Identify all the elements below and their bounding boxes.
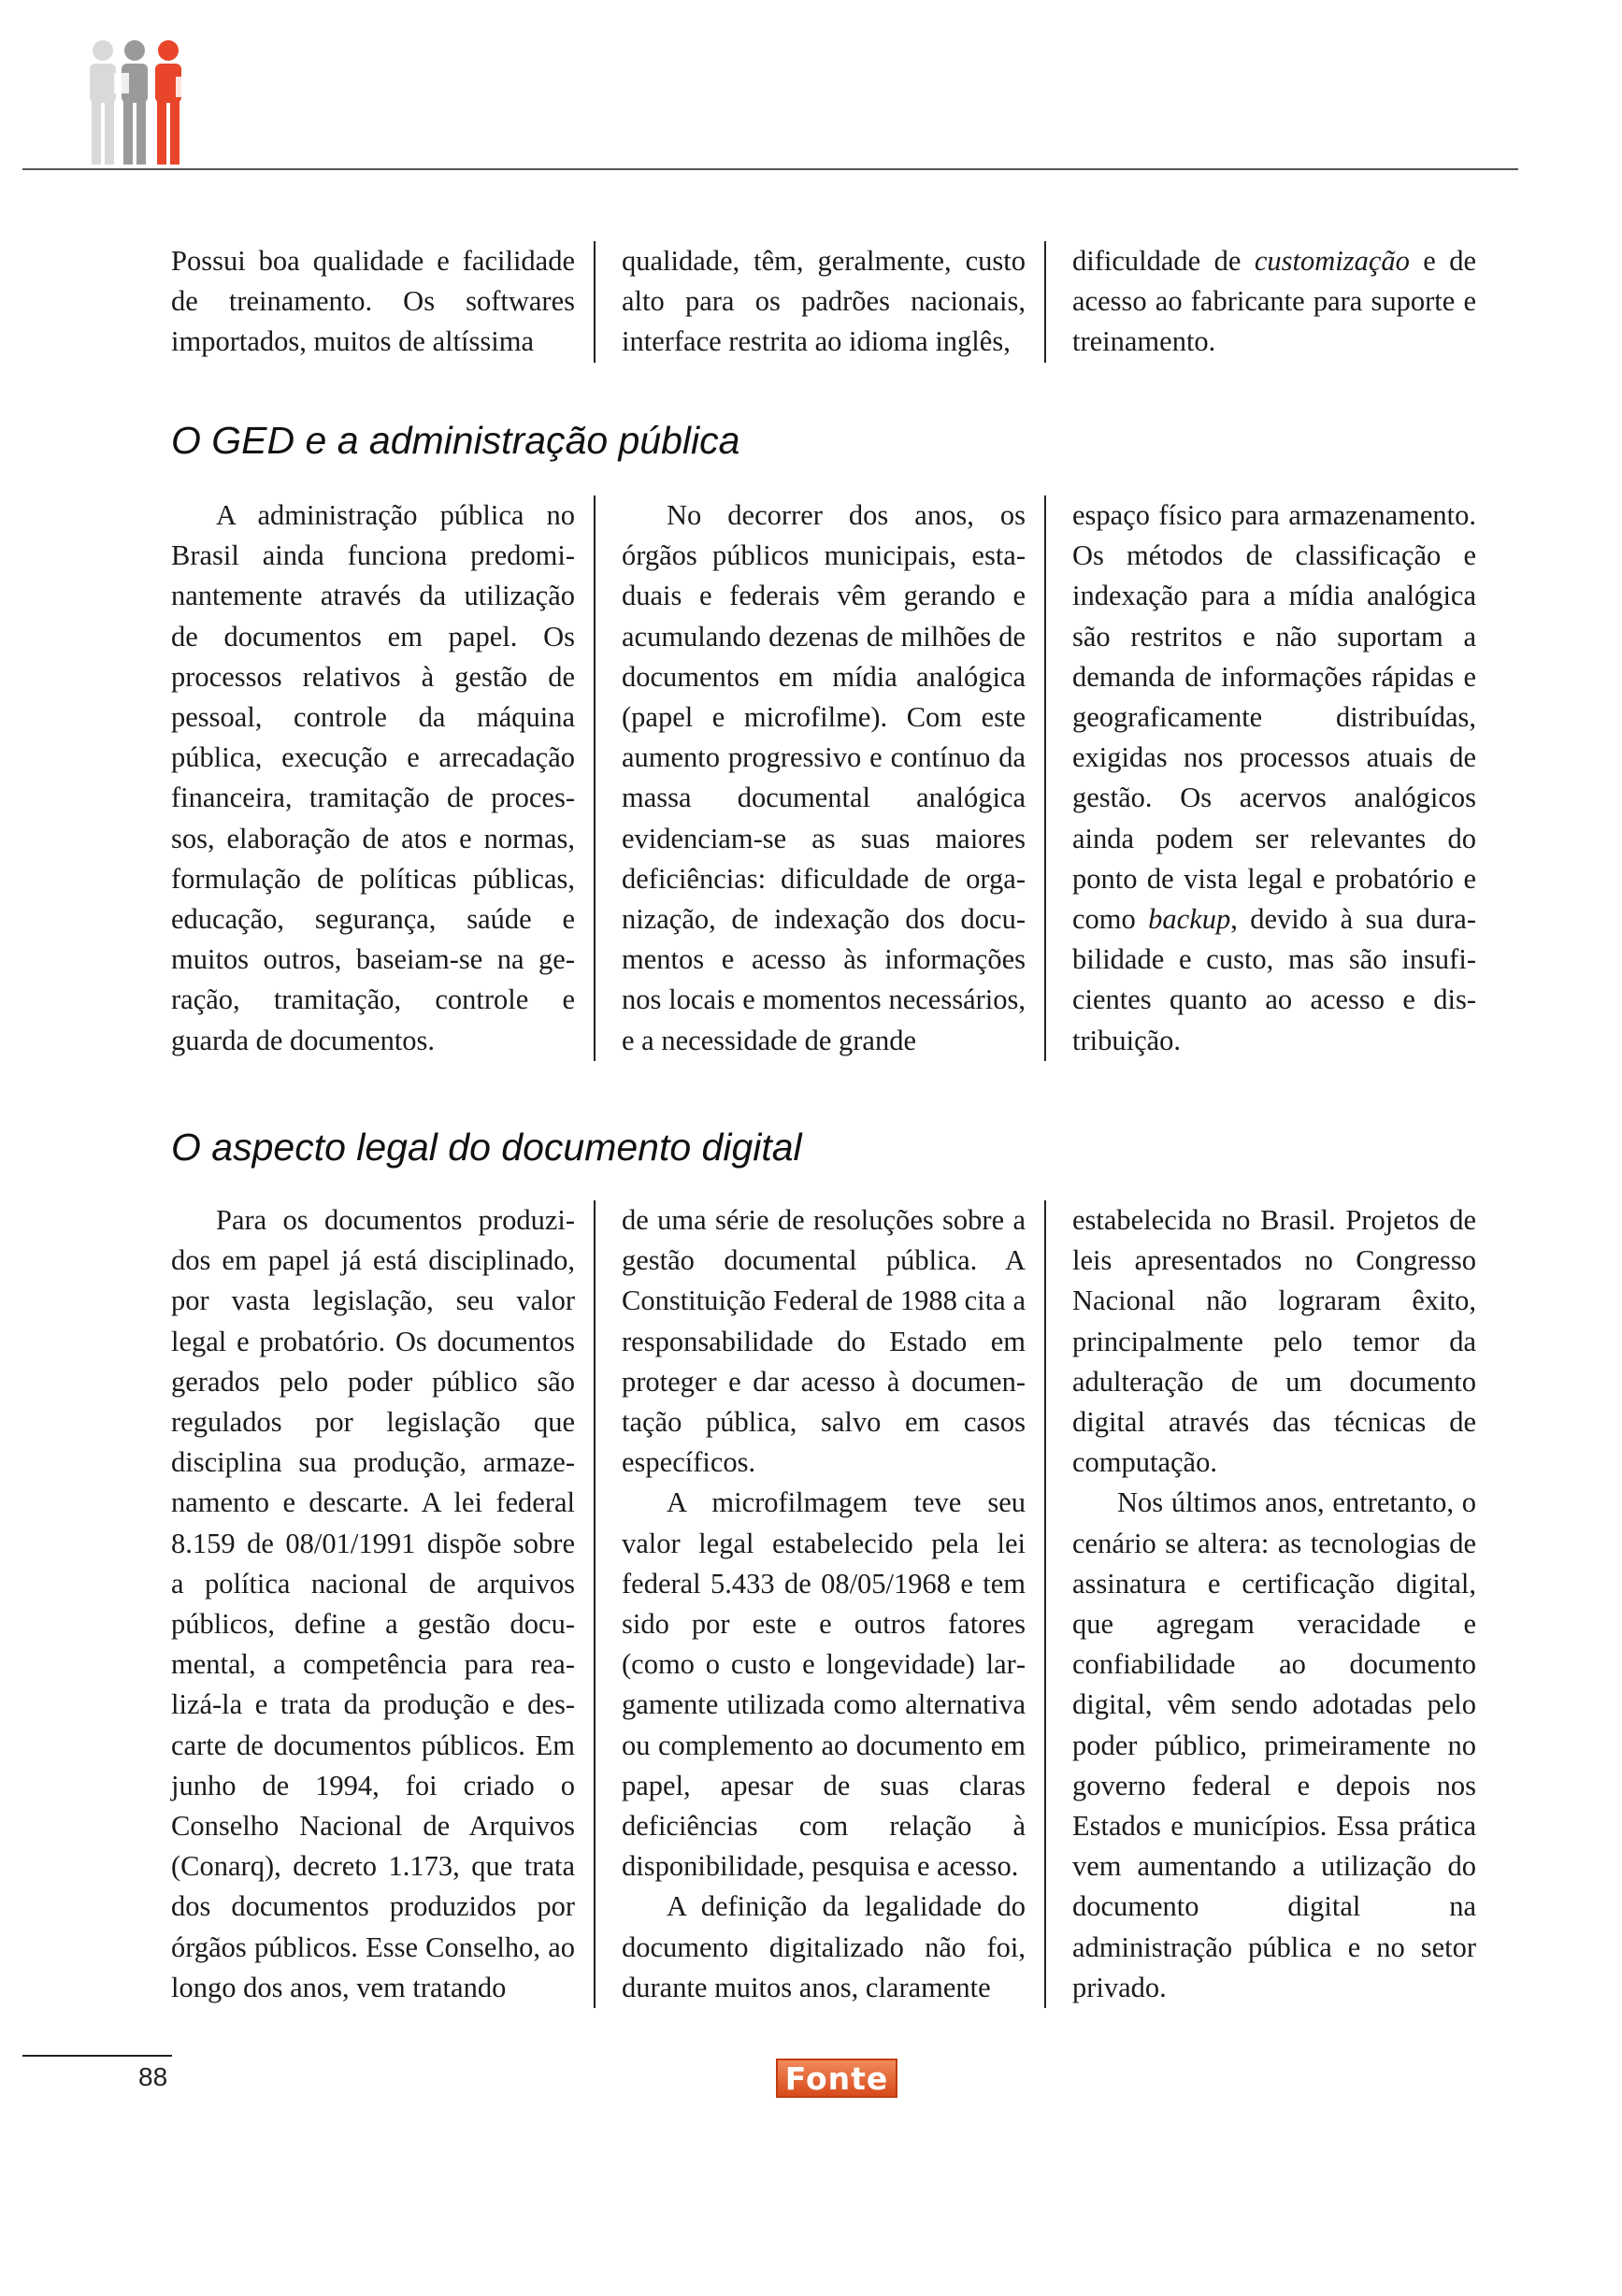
intro-text xyxy=(171,241,1510,363)
section-heading-ged: O GED e a administração pública xyxy=(171,419,740,462)
section2-column-3 xyxy=(1044,1200,1476,2008)
paragraph: dificuldade de customização e de acesso ao fabricante para suporte e treinamento. xyxy=(1072,245,1477,358)
paragraph: espaço físico para armazenamento. Os métodos de classificação e indexação para a mídia analógica são restritos e não suportam a demanda de informações rápidas e geograficamente distribuídas, exigidas nos processos atuais de gestão. Os acervos analógicos ainda podem ser relevantes do ponto de vista legal e probatório e como backup, devido à sua durabilidade e custo, mas são insuficientes quanto ao acesso e distribuição. xyxy=(1072,499,1476,1056)
section2-column-2 xyxy=(594,1200,1026,2008)
paragraph: No decorrer dos anos, os órgãos públicos municipais, estaduais e federais vêm gerando e acumulando dezenas de milhões de documentos em mídia analógica (papel e microfilme). Com este aumento progressivo e contínuo da massa documental analógica evidenciam-se as suas maiores deficiências: dificuldade de organização, de indexação dos documentos e acesso às informações nos locais e momentos necessários, e a necessidade de grande xyxy=(622,499,1026,1056)
section1-column-3 xyxy=(1044,495,1476,1061)
section-legal-body xyxy=(171,1200,1510,2008)
people-group-icon xyxy=(75,36,215,176)
intro-column-2 xyxy=(594,241,1026,363)
paragraph: Nos últimos anos, entretanto, o cenário se altera: as tecnologias de assinatura e certificação digital, que agregam veracidade e confiabilidade ao documento digital, vêm sendo adotadas pelo poder público, primeiramente no governo federal e depois nos Estados e municípios. Essa prática vem aumentando a utilização do documento digital na administração pública e no setor privado. xyxy=(1072,1486,1476,2003)
page-number: 88 xyxy=(138,2062,168,2091)
section-ged-body xyxy=(171,495,1510,1061)
paragraph: qualidade, têm, geralmente, custo alto para os padrões nacionais, interface restrita ao idioma inglês, xyxy=(622,245,1026,358)
section2-column-1 xyxy=(171,1200,575,2008)
paragraph: A microfilmagem teve seu valor legal estabelecido pela lei federal 5.433 de 08/05/1968 e tem sido por este e outros fatores (como o custo e longevidade) largamente utilizada como alternativa ou complemento ao documento em papel, apesar de suas claras deficiências com relação à disponibilidade, pesquisa e acesso. xyxy=(622,1486,1026,1883)
paragraph: de uma série de resoluções sobre a gestão documental pública. A Constituição Federal de 1988 cita a responsabilidade do Estado em proteger e dar acesso à documentação pública, salvo em casos específicos. xyxy=(622,1204,1026,1479)
fonte-logo: Fonte xyxy=(776,2059,897,2098)
section-heading-legal: O aspecto legal do documento digital xyxy=(171,1126,802,1169)
footer-divider xyxy=(22,2055,172,2057)
section1-column-2 xyxy=(594,495,1026,1061)
intro-column-3 xyxy=(1044,241,1476,363)
section1-column-1 xyxy=(171,495,575,1061)
paragraph: estabelecida no Brasil. Projetos de leis apresentados no Congresso Nacional não lograram êxito, principalmente pelo temor da adulteração de um documento digital através das técnicas de computação. xyxy=(1072,1204,1476,1479)
paragraph: Possui boa qualidade e facilidade de treinamento. Os softwares importados, muitos de altíssima xyxy=(171,245,575,358)
intro-column-1 xyxy=(171,241,575,363)
paragraph: A administração pública no Brasil ainda funciona predominantemente através da utilização de documentos em papel. Os processos relativos à gestão de pessoal, controle da máquina pública, execução e arrecadação financeira, tramitação de processos, elaboração de atos e normas, formulação de políticas públicas, educação, segurança, saúde e muitos outros, baseiam-se na geração, tramitação, controle e guarda de documentos. xyxy=(171,499,575,1056)
header-divider xyxy=(22,168,1518,170)
paragraph: Para os documentos produzidos em papel já está disciplinado, por vasta legislação, seu valor legal e probatório. Os documentos gerados pelo poder público são regulados por legislação que disciplina sua produção, armazenamento e descarte. A lei federal 8.159 de 08/01/1991 dispõe sobre a política nacional de arquivos públicos, define a gestão documental, a competência para realizá-la e trata da produção e descarte de documentos públicos. Em junho de 1994, foi criado o Conselho Nacional de Arquivos (Conarq), decreto 1.173, que trata dos documentos produzidos por órgãos públicos. Esse Conselho, ao longo dos anos, vem tratando xyxy=(171,1204,575,2003)
paragraph: A definição da legalidade do documento digitalizado não foi, durante muitos anos, claramente xyxy=(622,1890,1026,2003)
